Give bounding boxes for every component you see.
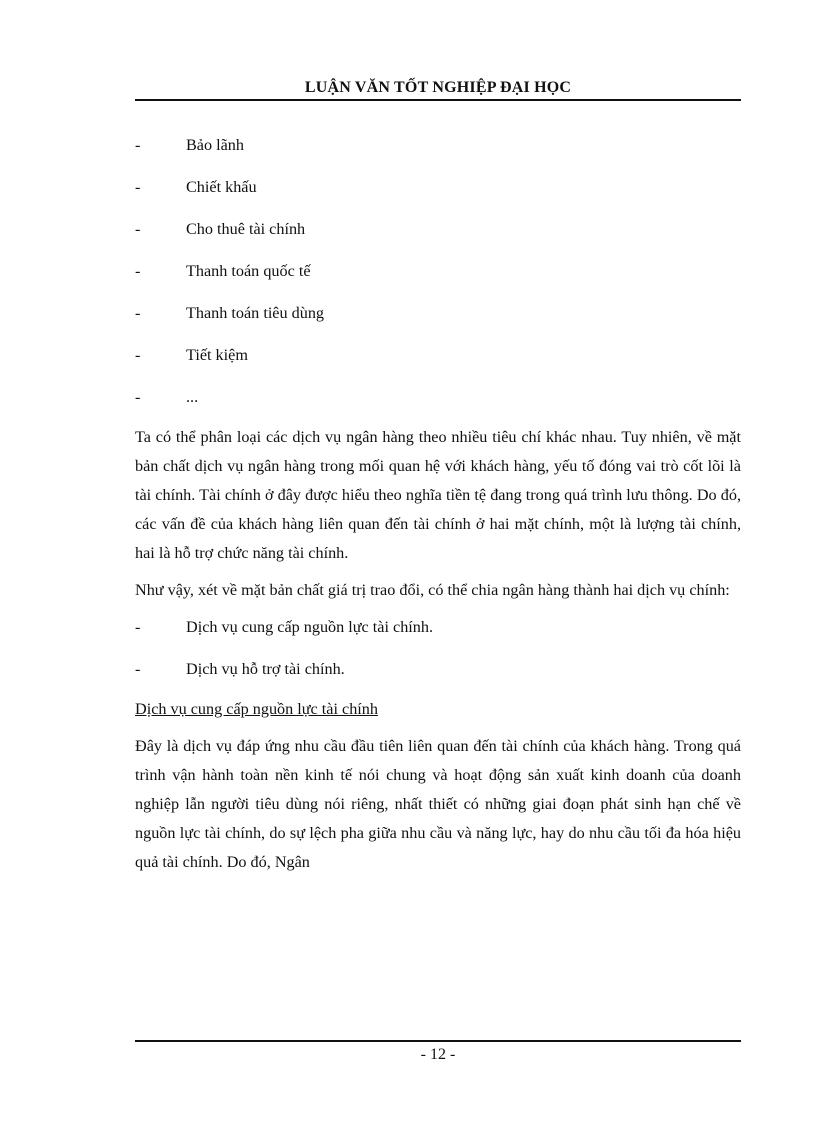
list-item-text: Thanh toán quốc tế [186, 262, 311, 280]
list-item-text: Chiết khấu [186, 178, 257, 196]
paragraph-two-services: Như vậy, xét về mặt bản chất giá trị trao đổi, có thể chia ngân hàng thành hai dịch vụ chính: [135, 581, 730, 599]
header-divider [135, 99, 741, 101]
list-item [135, 383, 741, 411]
list-dash: - [135, 262, 141, 280]
list-item-text: ... [186, 388, 199, 406]
list-item-text: Tiết kiệm [186, 346, 248, 364]
list-dash: - [135, 304, 141, 322]
list-item [135, 341, 741, 369]
list-dash: - [135, 220, 141, 238]
list-item-text: Bảo lãnh [186, 136, 244, 154]
footer-divider [135, 1040, 741, 1042]
list-item [135, 655, 741, 683]
list-item-text: Thanh toán tiêu dùng [186, 304, 325, 322]
list-item [135, 613, 741, 641]
list-item [135, 215, 741, 243]
list-item [135, 131, 741, 159]
paragraph-resource-service: Đây là dịch vụ đáp ứng nhu cầu đầu tiên liên quan đến tài chính của khách hàng. Trong quá trình vận hành toàn nền kinh tế nói chung và hoạt động sản xuất kinh doanh của doanh nghiệp lẫn người tiêu dùng nói riêng, nhất thiết có những giai đoạn phát sinh hạn chế về nguồn lực tài chính, do sự lệch pha giữa nhu cầu và năng lực, hay do nhu cầu tối đa hóa hiệu quả tài chính. Do đó, Ngân [135, 737, 741, 871]
page-body [135, 131, 741, 885]
list-item-text: Dịch vụ hỗ trợ tài chính. [186, 660, 345, 678]
list-dash: - [135, 660, 141, 678]
list-dash: - [135, 346, 141, 364]
list-dash: - [135, 178, 141, 196]
list-item-text: Dịch vụ cung cấp nguồn lực tài chính. [186, 618, 434, 636]
list-item-text: Cho thuê tài chính [186, 220, 306, 238]
list-dash: - [135, 388, 141, 406]
page-number: - 12 - [420, 1046, 456, 1063]
list-item [135, 257, 741, 285]
list-dash: - [135, 618, 141, 636]
paragraph-classification: Ta có thể phân loại các dịch vụ ngân hàng theo nhiều tiêu chí khác nhau. Tuy nhiên, về mặt bản chất dịch vụ ngân hàng trong mối quan hệ với khách hàng, yếu tố đóng vai trò cốt lõi là tài chính. Tài chính ở đây được hiểu theo nghĩa tiền tệ đang trong quá trình lưu thông. Do đó, các vấn đề của khách hàng liên quan đến tài chính ở hai mặt chính, một là lượng tài chính, hai là hỗ trợ chức năng tài chính. [135, 428, 741, 562]
list-item [135, 173, 741, 201]
list-item [135, 299, 741, 327]
section-subheading: Dịch vụ cung cấp nguồn lực tài chính [135, 700, 378, 718]
page-header-title: LUẬN VĂN TỐT NGHIỆP ĐẠI HỌC [304, 79, 572, 96]
list-dash: - [135, 136, 141, 154]
